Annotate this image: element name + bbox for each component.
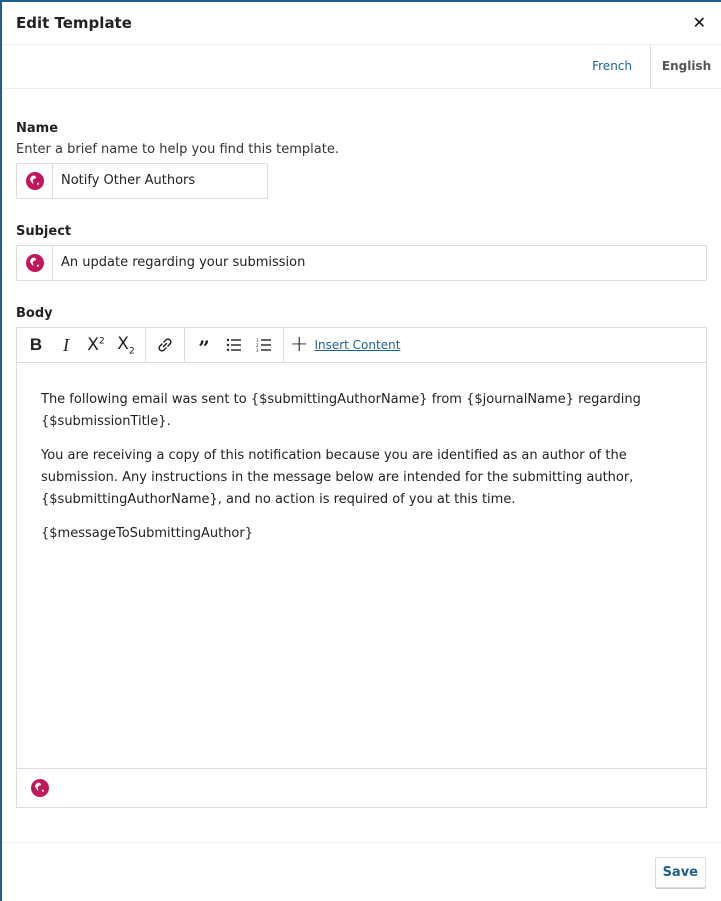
subject-label: Subject (16, 224, 72, 239)
format-group (17, 328, 146, 362)
globe-icon (26, 254, 44, 272)
blockquote-button[interactable] (189, 328, 219, 362)
subject-value: An update regarding your submission (61, 255, 306, 270)
insert-content-label: Insert Content (314, 338, 401, 352)
quote-icon: ” (198, 336, 210, 360)
link-button[interactable] (150, 328, 180, 362)
block-group (185, 328, 284, 362)
body-paragraph: {$messageToSubmittingAuthor} (41, 526, 254, 541)
svg-text:3: 3 (256, 348, 259, 352)
body-field-group (16, 306, 708, 808)
bullet-list-icon (226, 338, 242, 352)
subject-locale-toggle[interactable] (17, 246, 53, 280)
locale-tab-english[interactable]: English (650, 45, 721, 88)
italic-icon: I (63, 334, 69, 355)
locale-tabs (2, 45, 721, 89)
save-button[interactable]: Save (655, 857, 706, 888)
svg-text:1: 1 (256, 338, 259, 343)
name-input[interactable] (16, 163, 268, 199)
body-label: Body (16, 306, 53, 321)
numbered-list-icon (256, 338, 272, 352)
name-label: Name (16, 121, 59, 136)
bold-icon: B (29, 335, 43, 354)
subscript-icon: $X_2$ (117, 333, 135, 357)
plus-icon: + (290, 332, 309, 357)
subject-field-group (16, 224, 708, 281)
body-textarea[interactable] (17, 363, 706, 769)
body-paragraph: You are receiving a copy of this notification because you are identified as an author of the submission. Any instructions in the message below are intended for the submitting author, {$submittingAuthorName}, and no action is required of you at this time. (41, 448, 634, 507)
superscript-button[interactable] (81, 328, 111, 362)
svg-text:2: 2 (256, 343, 259, 348)
globe-icon (26, 172, 44, 190)
modal-title: Edit Template (16, 14, 132, 32)
modal-footer (2, 842, 721, 901)
name-locale-toggle[interactable] (17, 164, 53, 198)
name-field-group (16, 121, 708, 199)
body-paragraph: The following email was sent to {$submittingAuthorName} from {$journalName} regarding {$submissionTitle}. (41, 392, 641, 429)
numbered-list-button[interactable] (249, 328, 279, 362)
subscript-button[interactable] (111, 328, 141, 362)
insert-content-button[interactable] (284, 328, 406, 362)
subject-input[interactable] (16, 245, 707, 281)
body-editor (16, 327, 707, 808)
locale-tab-french[interactable]: French (592, 59, 632, 73)
link-icon (156, 336, 174, 354)
close-icon[interactable]: ✕ (692, 13, 706, 32)
body-locale-bar (17, 769, 706, 807)
globe-icon[interactable] (31, 779, 49, 797)
name-value: Notify Other Authors (61, 173, 196, 188)
italic-button[interactable] (51, 328, 81, 362)
link-group (146, 328, 185, 362)
bold-button[interactable] (21, 328, 51, 362)
bullet-list-button[interactable] (219, 328, 249, 362)
modal-header (2, 2, 721, 45)
superscript-icon: $X^2$ (87, 335, 105, 355)
name-description: Enter a brief name to help you find this template. (16, 142, 339, 157)
form-content (2, 121, 721, 808)
editor-toolbar (17, 328, 706, 363)
